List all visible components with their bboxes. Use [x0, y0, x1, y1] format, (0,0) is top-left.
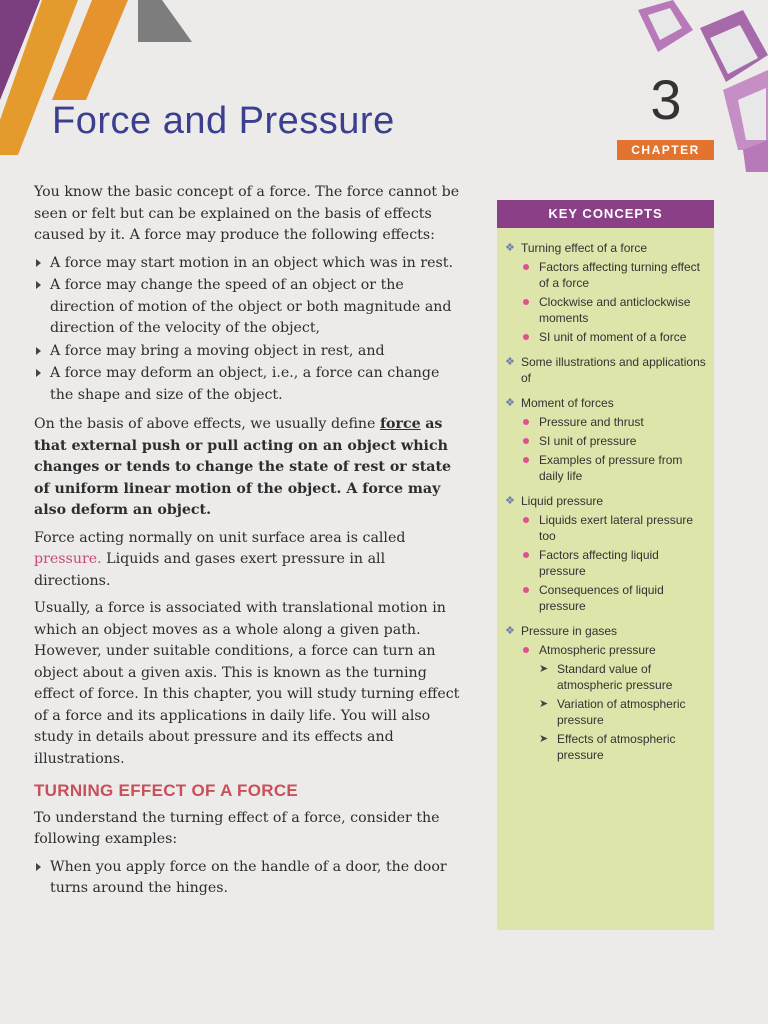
key-concept-item — [505, 731, 706, 763]
key-concept-text: Liquids exert lateral pressure too — [539, 513, 694, 543]
list-item — [34, 341, 466, 363]
pressure-text-after: Liquids and gases exert pressure in all directions. — [34, 551, 386, 589]
dot-bullet-icon — [523, 299, 529, 305]
key-concept-item — [505, 414, 706, 430]
key-concept-item — [505, 661, 706, 693]
dot-bullet-icon — [523, 552, 529, 558]
key-concept-text: Turning effect of a force — [521, 241, 648, 255]
arrow-bullet-icon: ➤ — [539, 698, 549, 710]
definition-term: force — [379, 416, 421, 432]
dot-bullet-icon — [523, 264, 529, 270]
key-concept-item — [505, 452, 706, 484]
key-concept-text: Clockwise and anticlockwise moments — [539, 295, 691, 325]
key-concepts-header: KEY CONCEPTS — [497, 200, 714, 228]
bullet-arrow-icon — [36, 259, 41, 267]
key-concept-text: Pressure in gases — [521, 624, 618, 638]
dot-bullet-icon — [523, 457, 529, 463]
arrow-bullet-icon: ➤ — [539, 663, 549, 675]
key-concept-item — [505, 294, 706, 326]
key-concept-text: Factors affecting liquid pressure — [539, 548, 659, 578]
intro-paragraph: You know the basic concept of a force. The force cannot be seen or felt but can be explained on the basis of effects caused by it. A force may produce the following effects: — [34, 184, 460, 243]
key-concept-text: Standard value of atmospheric pressure — [557, 662, 673, 692]
list-item-text: A force may change the speed of an object or the direction of motion of the object or both magnitude and direction of the velocity of the object, — [50, 277, 452, 336]
bullet-arrow-icon — [36, 281, 41, 289]
key-concept-item — [505, 493, 706, 509]
list-item — [34, 253, 466, 275]
key-concept-text: SI unit of moment of a force — [539, 330, 687, 344]
key-concept-item — [505, 240, 706, 256]
dot-bullet-icon — [523, 334, 529, 340]
key-concepts-box — [497, 200, 714, 930]
list-item-text: When you apply force on the handle of a door, the door turns around the hinges. — [50, 858, 447, 896]
key-concept-item — [505, 259, 706, 291]
section-heading: TURNING EFFECT OF A FORCE — [34, 781, 299, 800]
key-concept-text: Atmospheric pressure — [539, 643, 656, 657]
motion-paragraph: Usually, a force is associated with translational motion in which an object moves as a whole along a given path. However, under suitable conditions, a force can turn an object about a given axis. This is known as the turning effect of force. In this chapter, you will study turning effect of a force and its applications in daily life. You will also study in details about pressure and its effects and illustrations. — [34, 600, 460, 767]
diamond-bullet-icon: ❖ — [505, 356, 515, 368]
bullet-arrow-icon — [36, 347, 41, 355]
dot-bullet-icon — [523, 438, 529, 444]
key-concept-text: Liquid pressure — [521, 494, 604, 508]
diamond-bullet-icon: ❖ — [505, 242, 515, 254]
key-concept-item — [505, 547, 706, 579]
pressure-text: Force acting normally on unit surface area is called — [34, 529, 406, 546]
list-item — [34, 363, 466, 406]
force-definition — [34, 414, 466, 522]
key-concept-item — [505, 696, 706, 728]
chapter-number: 3 — [650, 68, 682, 131]
key-concept-text: Some illustrations and applications of — [521, 355, 706, 385]
definition-lead: On the basis of above effects, we usually define — [34, 416, 376, 432]
dot-bullet-icon — [523, 419, 529, 425]
key-concept-item — [505, 354, 706, 386]
diamond-bullet-icon: ❖ — [505, 397, 515, 409]
dot-bullet-icon — [523, 517, 529, 523]
key-concept-item — [505, 433, 706, 449]
key-concept-item — [505, 582, 706, 614]
key-concept-text: Examples of pressure from daily life — [539, 453, 683, 483]
chapter-title: Force and Pressure — [52, 100, 395, 142]
definition-body: as that external push or pull acting on an object which changes or tends to change the state of rest or state of uniform linear motion of the object. A force may also deform an object. — [34, 416, 452, 518]
list-item-text: A force may deform an object, i.e., a force can change the shape and size of the object. — [50, 365, 440, 403]
key-concepts-list — [497, 228, 714, 763]
key-concept-item — [505, 642, 706, 658]
bullet-arrow-icon — [36, 863, 41, 871]
key-concept-text: Variation of atmospheric pressure — [557, 697, 686, 727]
effects-list — [34, 253, 466, 407]
key-concept-item — [505, 395, 706, 411]
key-concept-item — [505, 623, 706, 639]
list-item-text: A force may start motion in an object which was in rest. — [50, 254, 453, 271]
key-concept-text: Effects of atmospheric pressure — [557, 732, 676, 762]
arrow-bullet-icon: ➤ — [539, 733, 549, 745]
examples-list — [34, 857, 466, 900]
key-concept-text: Moment of forces — [521, 396, 614, 410]
bullet-arrow-icon — [36, 369, 41, 377]
diamond-bullet-icon: ❖ — [505, 495, 515, 507]
key-concept-text: SI unit of pressure — [539, 434, 637, 448]
key-concept-item — [505, 329, 706, 345]
key-concept-text: Consequences of liquid pressure — [539, 583, 664, 613]
pressure-paragraph — [34, 528, 466, 593]
section-intro: To understand the turning effect of a force, consider the following examples: — [34, 809, 440, 847]
key-concept-item — [505, 512, 706, 544]
list-item — [34, 275, 466, 340]
dot-bullet-icon — [523, 647, 529, 653]
key-concept-text: Factors affecting turning effect of a force — [539, 260, 700, 290]
dot-bullet-icon — [523, 587, 529, 593]
chapter-badge: CHAPTER — [617, 140, 714, 160]
main-text-column — [34, 182, 466, 908]
diamond-bullet-icon: ❖ — [505, 625, 515, 637]
pressure-term: pressure. — [34, 551, 102, 567]
list-item — [34, 857, 466, 900]
key-concept-text: Pressure and thrust — [539, 415, 644, 429]
list-item-text: A force may bring a moving object in rest, and — [50, 342, 385, 359]
